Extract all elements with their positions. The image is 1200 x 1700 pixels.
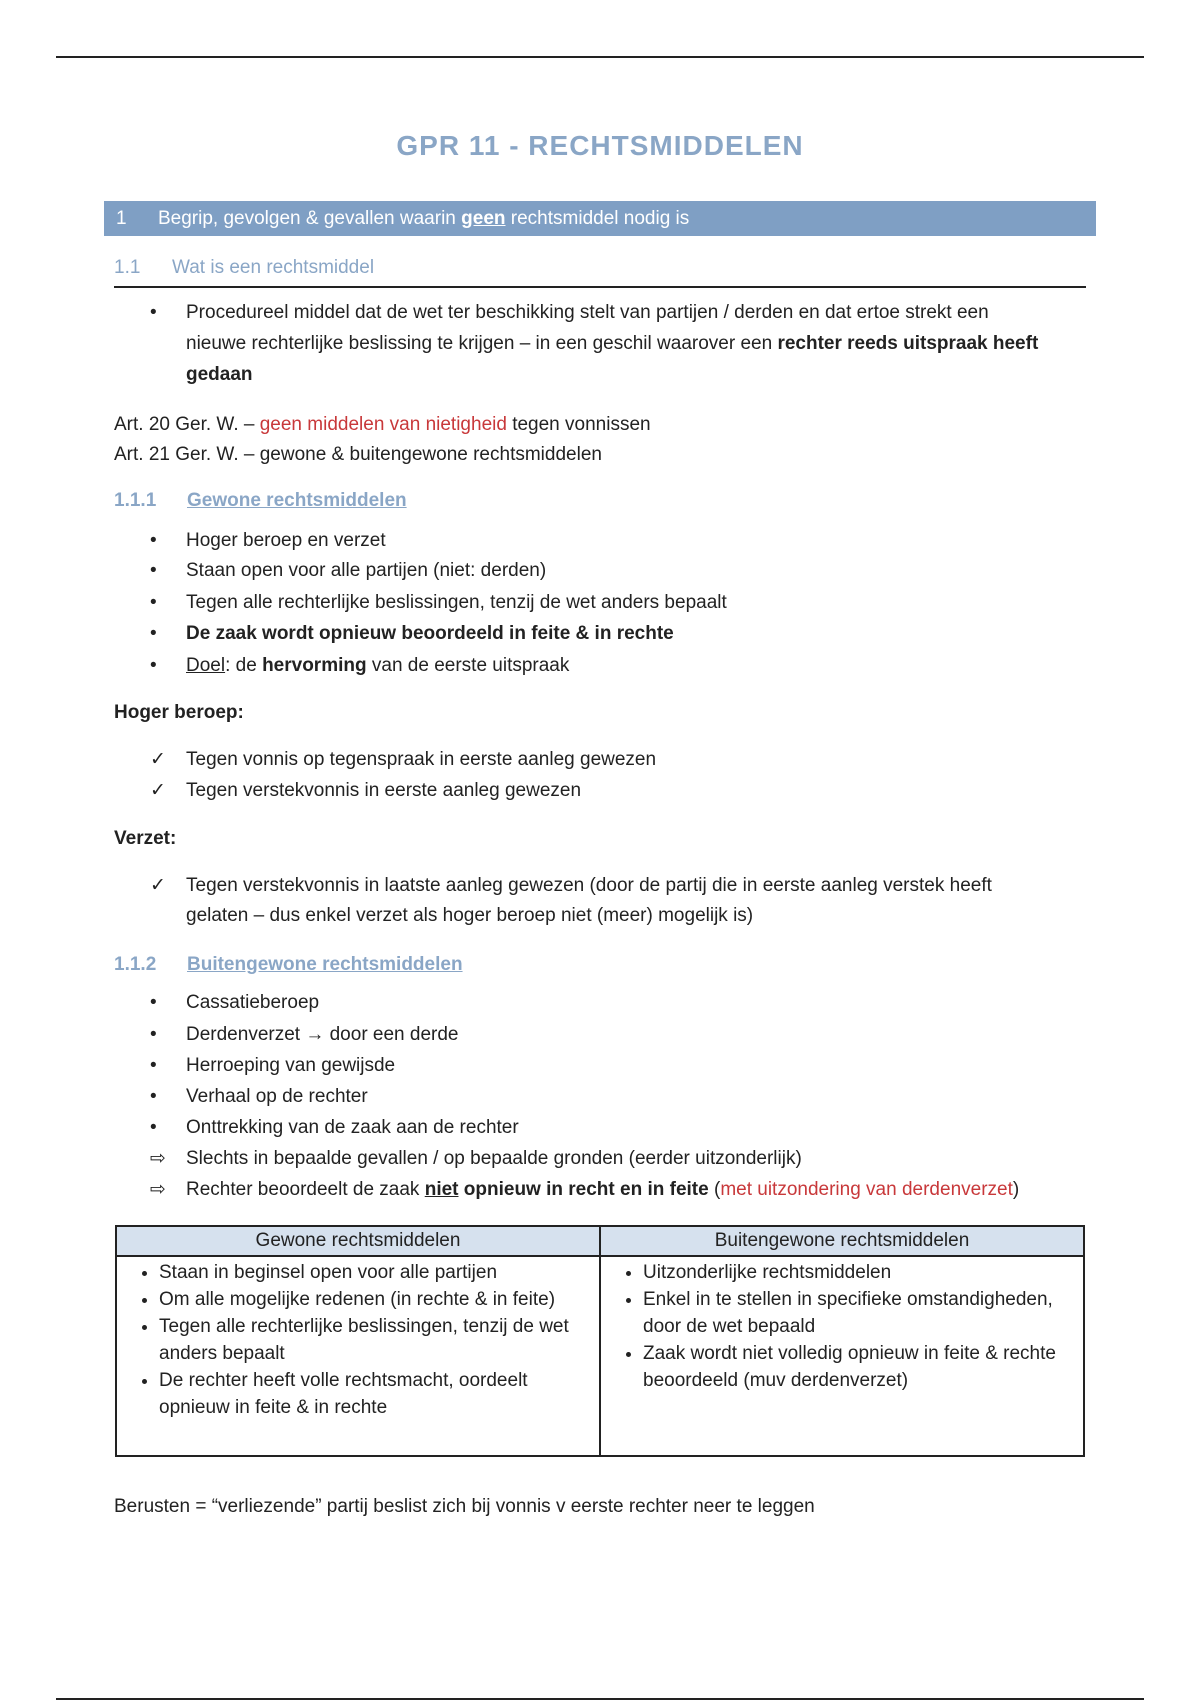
list-item: Onttrekking van de zaak aan de rechter: [186, 1117, 519, 1138]
list-item: Slechts in bepaalde gevallen / op bepaalde gronden (eerder uitzonderlijk): [186, 1148, 802, 1169]
section-title: Begrip, gevolgen & gevallen waarin geen rechtsmiddel nodig is: [158, 208, 690, 229]
section-1-1-1-heading: [114, 490, 407, 512]
section-title: Buitengewone rechtsmiddelen: [187, 954, 463, 975]
top-rule: [56, 56, 1144, 58]
section-title: Wat is een rechtsmiddel: [172, 257, 375, 278]
list-item: Tegen alle rechterlijke beslissingen, tenzij de wet anders bepaalt: [186, 592, 727, 613]
list-item: Staan open voor alle partijen (niet: derden): [186, 560, 547, 581]
list-item: • Om alle mogelijke redenen (in rechte & in feite): [159, 1286, 589, 1313]
definition-line-1: Procedureel middel dat de wet ter beschikking stelt van partijen / derden en dat ertoe strekt een: [186, 302, 989, 323]
section-number: 1.1.2: [114, 954, 157, 975]
definition-line-3: gedaan: [186, 364, 253, 385]
bullet-icon: •: [150, 1117, 157, 1138]
verzet-label: Verzet:: [114, 828, 177, 849]
list-item: Cassatieberoep: [186, 992, 320, 1013]
berusten-text: Berusten = “verliezende” partij beslist zich bij vonnis v eerste rechter neer te leggen: [114, 1496, 815, 1517]
checkmark-icon: ✓: [150, 875, 166, 896]
comparison-table: [115, 1225, 1085, 1457]
arrow-right-icon: ⇨: [150, 1148, 166, 1169]
art-21: Art. 21 Ger. W. – gewone & buitengewone rechtsmiddelen: [114, 444, 602, 465]
section-1-1-2-heading: [114, 954, 463, 976]
checkmark-icon: ✓: [150, 749, 166, 770]
section-number: 1: [116, 208, 127, 229]
bullet-icon: •: [150, 560, 157, 581]
bullet-icon: •: [150, 623, 157, 644]
verzet-line-1: Tegen verstekvonnis in laatste aanleg gewezen (door de partij die in eerste aanleg verstek heeft: [186, 875, 992, 896]
list-item: • Staan in beginsel open voor alle partijen: [159, 1259, 589, 1286]
list-item: De zaak wordt opnieuw beoordeeld in feite & in rechte: [186, 623, 674, 644]
definition-line-2: nieuwe rechterlijke beslissing te krijgen – in een geschil waarover een rechter reeds uitspraak heeft: [186, 333, 1039, 354]
bullet-icon: •: [150, 530, 157, 551]
bullet-icon: •: [150, 302, 157, 323]
list-item: • Uitzonderlijke rechtsmiddelen: [643, 1259, 1073, 1286]
table-header: Buitengewone rechtsmiddelen: [600, 1226, 1084, 1256]
list-item: • Enkel in te stellen in specifieke omstandigheden, door de wet bepaald: [643, 1286, 1073, 1340]
list-item: Derdenverzet → door een derde: [186, 1024, 459, 1045]
page-title: GPR 11 - RECHTSMIDDELEN: [396, 130, 804, 161]
checkmark-icon: ✓: [150, 780, 166, 801]
list-item: • Tegen alle rechterlijke beslissingen, tenzij de wet anders bepaalt: [159, 1313, 589, 1367]
section-number: 1.1.1: [114, 490, 157, 511]
bullet-icon: •: [150, 1055, 157, 1076]
bullet-icon: •: [150, 592, 157, 613]
list-item: Verhaal op de rechter: [186, 1086, 368, 1107]
table-header: Gewone rechtsmiddelen: [116, 1226, 600, 1256]
bullet-icon: •: [150, 655, 157, 676]
bullet-icon: •: [150, 992, 157, 1013]
list-item: Herroeping van gewijsde: [186, 1055, 396, 1076]
section-number: 1.1: [114, 257, 141, 278]
hoger-beroep-label: Hoger beroep:: [114, 702, 244, 723]
table-cell: [116, 1256, 600, 1456]
list-item: Tegen vonnis op tegenspraak in eerste aanleg gewezen: [186, 749, 657, 770]
list-item: Tegen verstekvonnis in eerste aanleg gewezen: [186, 780, 582, 801]
table-cell: [600, 1256, 1084, 1456]
bullet-icon: •: [150, 1024, 157, 1045]
arrow-right-icon: ⇨: [150, 1179, 166, 1200]
list-item: Hoger beroep en verzet: [186, 530, 386, 551]
section-1-1-heading: [114, 257, 1086, 288]
verzet-line-2: gelaten – dus enkel verzet als hoger beroep niet (meer) mogelijk is): [186, 905, 754, 926]
doel-item: Doel: de hervorming van de eerste uitspraak: [186, 655, 570, 676]
section-title: Gewone rechtsmiddelen: [187, 490, 407, 511]
section-1-heading: [104, 201, 1096, 236]
list-item: • De rechter heeft volle rechtsmacht, oordeelt opnieuw in feite & in rechte: [159, 1367, 589, 1421]
art-20: Art. 20 Ger. W. – geen middelen van nietigheid tegen vonnissen: [114, 414, 651, 435]
list-item: • Zaak wordt niet volledig opnieuw in feite & rechte beoordeeld (muv derdenverzet): [643, 1340, 1073, 1394]
bullet-icon: •: [150, 1086, 157, 1107]
list-item: Rechter beoordeelt de zaak niet opnieuw in recht en in feite (met uitzondering van derdenverzet): [186, 1179, 1020, 1200]
